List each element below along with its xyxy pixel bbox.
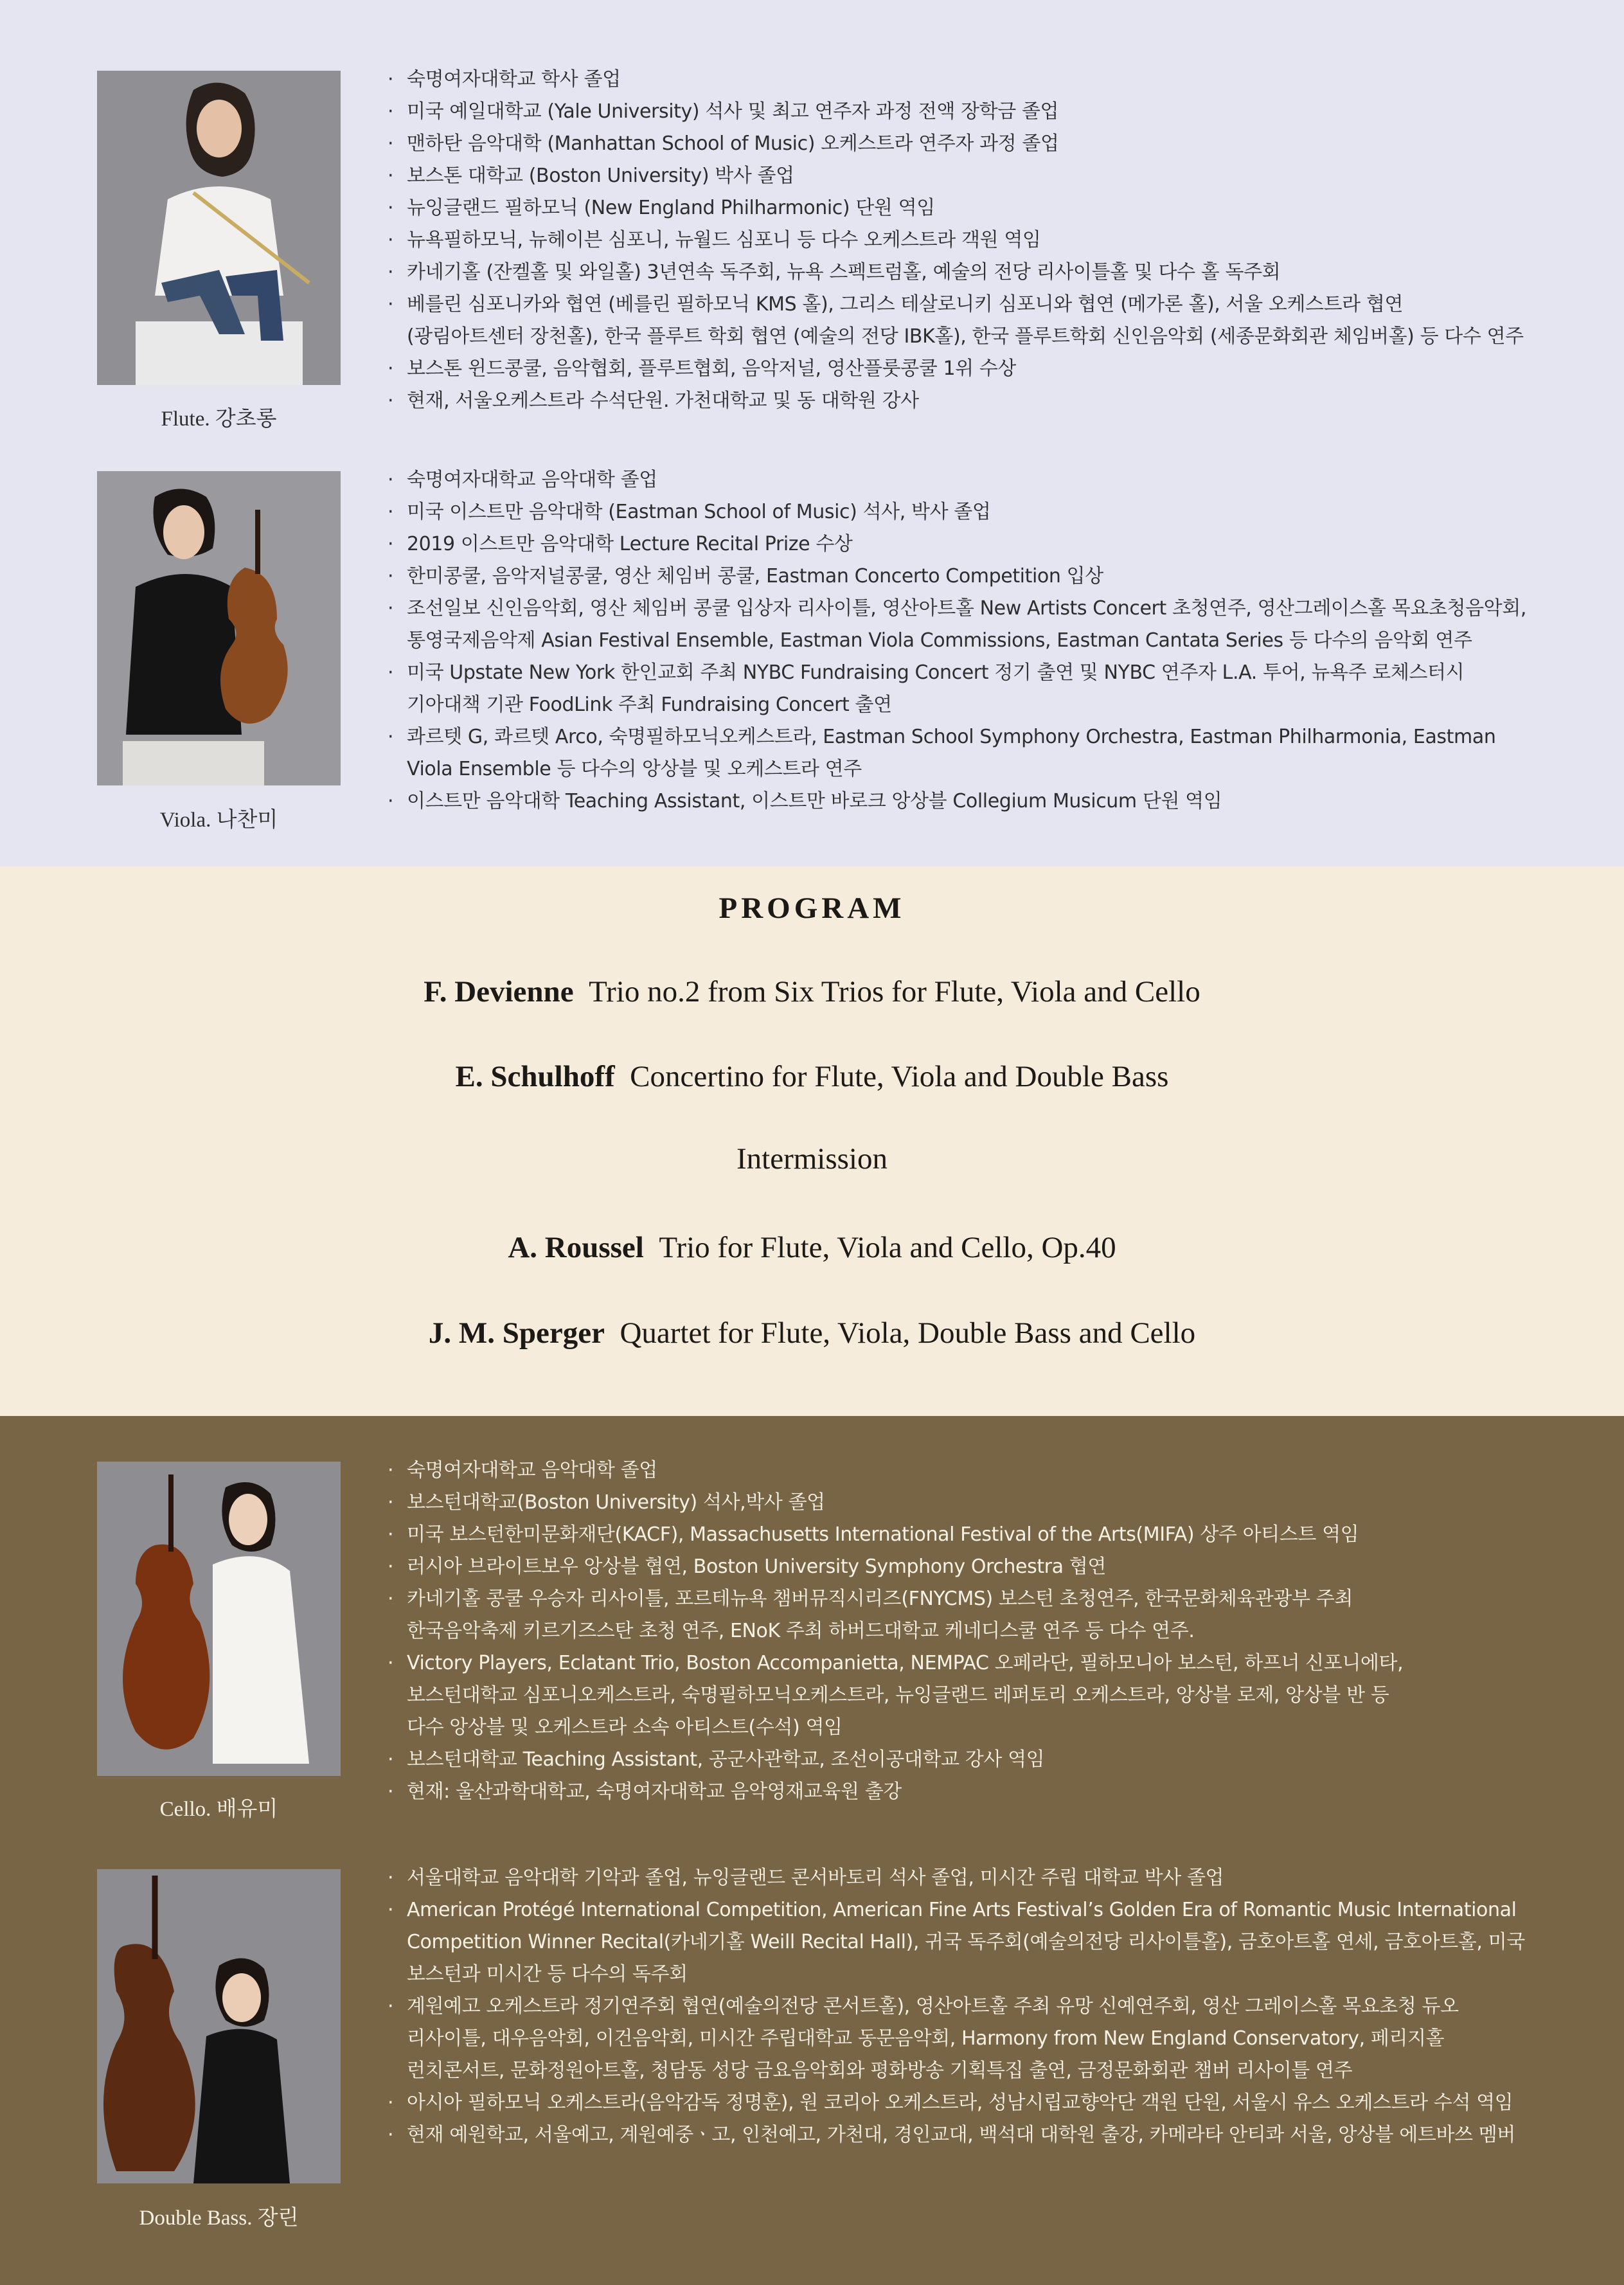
double-bass-bio-list [388, 1862, 1596, 2151]
bio-line: 숙명여자대학교 학사 졸업 [407, 68, 621, 91]
bio-item [388, 1744, 1596, 1776]
bullet-icon: · [388, 2092, 394, 2114]
bio-item [388, 2087, 1596, 2119]
program-work: Concertino for Flute, Viola and Double Bass [630, 1060, 1169, 1093]
bio-line: 보스턴대학교 Teaching Assistant, 공군사관학교, 조선이공대학교 강사 역임 [407, 1748, 1045, 1771]
bio-line: 보스턴대학교 심포니오케스트라, 숙명필하모닉오케스트라, 뉴잉글랜드 레퍼토리 오케스트라, 앙상블 로제, 앙상블 반 등 [407, 1684, 1389, 1707]
bio-line: 통영국제음악제 Asian Festival Ensemble, Eastman Viola Commissions, Eastman Cantata Series 등 다수의 음악회 연주 [407, 629, 1472, 652]
bio-item [388, 1894, 1596, 1991]
bio-item [388, 785, 1596, 818]
bullet-icon: · [388, 197, 394, 219]
viola-player-portrait-icon [97, 471, 341, 785]
bio-item [388, 464, 1596, 496]
bullet-icon: · [388, 229, 394, 251]
program-item [0, 1059, 1624, 1094]
double-bass-caption: Double Bass. 장린 [139, 2207, 299, 2230]
bullet-icon: · [388, 661, 394, 684]
bio-line: 숙명여자대학교 음악대학 졸업 [407, 469, 657, 491]
bio-line: Viola Ensemble 등 다수의 앙상블 및 오케스트라 연주 [407, 758, 862, 780]
bio-line: 뉴잉글랜드 필하모닉 (New England Philharmonic) 단원 역임 [407, 197, 935, 219]
performers-bottom-section [0, 1416, 1624, 2285]
bio-line: 한국음악축제 키르기즈스탄 초청 연주, ENoK 주최 하버드대학교 케네디스쿨 연주 등 다수 연주. [407, 1620, 1195, 1642]
bio-line: 미국 보스턴한미문화재단(KACF), Massachusetts International Festival of the Arts(MIFA) 상주 아티스트 역임 [407, 1523, 1359, 1546]
bio-item [388, 721, 1596, 785]
bio-line: 한미콩쿨, 음악저널콩쿨, 영산 체임버 콩쿨, Eastman Concerto Competition 입상 [407, 565, 1103, 587]
bullet-icon: · [388, 726, 394, 748]
flute-player-photo [97, 71, 341, 385]
bullet-icon: · [388, 2124, 394, 2146]
cello-player-portrait-icon [97, 1462, 341, 1776]
cello-player-photo [97, 1462, 341, 1776]
bio-line: 보스턴과 미시간 등 다수의 독주회 [407, 1963, 688, 1985]
bio-item [388, 2119, 1596, 2151]
bio-item [388, 192, 1596, 224]
bio-item [388, 1551, 1596, 1583]
bio-line: American Protégé International Competition, American Fine Arts Festival’s Golden Era of Romantic Music International [407, 1899, 1517, 1921]
bullet-icon: · [388, 1899, 394, 1921]
bio-line: 다수 앙상블 및 오케스트라 소속 아티스트(수석) 역임 [407, 1716, 843, 1739]
bullet-icon: · [388, 1555, 394, 1578]
bio-item [388, 528, 1596, 560]
bio-item [388, 1991, 1596, 2087]
bio-item [388, 1583, 1596, 1647]
program-composer: A. Roussel [508, 1231, 644, 1264]
bio-line: 미국 예일대학교 (Yale University) 석사 및 최고 연주자 과정 전액 장학금 졸업 [407, 100, 1059, 123]
bio-line: 카네기홀 콩쿨 우승자 리사이틀, 포르테뉴욕 챔버뮤직시리즈(FNYCMS) 보스턴 초청연주, 한국문화체육관광부 주최 [407, 1588, 1353, 1610]
bio-line: 기아대책 기관 FoodLink 주최 Fundraising Concert 출연 [407, 694, 892, 716]
bio-item [388, 128, 1596, 160]
double-bass-player-photo [97, 1869, 341, 2183]
bullet-icon: · [388, 1491, 394, 1514]
bullet-icon: · [388, 790, 394, 812]
bio-line: 베를린 심포니카와 협연 (베를린 필하모닉 KMS 홀), 그리스 테살로니키 심포니와 협연 (메가론 홀), 서울 오케스트라 협연 [407, 293, 1404, 316]
bio-line: 서울대학교 음악대학 기악과 졸업, 뉴잉글랜드 콘서바토리 석사 졸업, 미시간 주립 대학교 박사 졸업 [407, 1867, 1224, 1889]
bio-line: (광림아트센터 장천홀), 한국 플루트 학회 협연 (예술의 전당 IBK홀), 한국 플루트학회 신인음악회 (세종문화회관 체임버홀) 등 다수 연주 [407, 325, 1524, 348]
bio-line: 계원예고 오케스트라 정기연주회 협연(예술의전당 콘서트홀), 영산아트홀 주최 유망 신예연주회, 영산 그레이스홀 목요초청 듀오 [407, 1995, 1459, 2018]
cello-bio-list [388, 1455, 1596, 1808]
bio-line: 보스톤 대학교 (Boston University) 박사 졸업 [407, 165, 794, 187]
program-composer: J. M. Sperger [428, 1316, 605, 1350]
program-title: PROGRAM [718, 892, 906, 925]
bio-line: 뉴욕필하모닉, 뉴헤이븐 심포니, 뉴월드 심포니 등 다수 오케스트라 객원 역임 [407, 229, 1041, 251]
bullet-icon: · [388, 597, 394, 620]
bio-line: 2019 이스트만 음악대학 Lecture Recital Prize 수상 [407, 533, 853, 555]
bio-item [388, 1455, 1596, 1487]
bio-line: 맨하탄 음악대학 (Manhattan School of Music) 오케스트라 연주자 과정 졸업 [407, 132, 1059, 155]
program-work: Quartet for Flute, Viola, Double Bass and Cello [620, 1316, 1196, 1350]
bio-line: 런치콘서트, 문화정원아트홀, 청담동 성당 금요음악회와 평화방송 기획특집 출연, 금정문화회관 챔버 리사이틀 연주 [407, 2059, 1353, 2082]
cello-caption: Cello. 배유미 [159, 1798, 278, 1821]
bio-line: 조선일보 신인음악회, 영산 체임버 콩쿨 입상자 리사이틀, 영산아트홀 New Artists Concert 초청연주, 영산그레이스홀 목요초청음악회, [407, 597, 1526, 620]
bullet-icon: · [388, 165, 394, 187]
program-composer: F. Devienne [424, 975, 574, 1008]
bio-item [388, 353, 1596, 385]
bio-item [388, 1776, 1596, 1808]
bio-line: 보스톤 윈드콩쿨, 음악협회, 플루트협회, 음악저널, 영산플룻콩쿨 1위 수상 [407, 357, 1017, 380]
bio-item [388, 560, 1596, 593]
program-work: Trio no.2 from Six Trios for Flute, Viola and Cello [589, 975, 1200, 1008]
bullet-icon: · [388, 533, 394, 555]
bio-item [388, 593, 1596, 657]
program-work: Trio for Flute, Viola and Cello, Op.40 [659, 1231, 1116, 1264]
bullet-icon: · [388, 261, 394, 283]
bullet-icon: · [388, 1459, 394, 1482]
bullet-icon: · [388, 68, 394, 91]
bullet-icon: · [388, 357, 394, 380]
program-intermission: Intermission [736, 1142, 888, 1176]
performers-top-section [0, 0, 1624, 866]
bio-item [388, 1519, 1596, 1551]
bio-line: 미국 Upstate New York 한인교회 주최 NYBC Fundraising Concert 정기 출연 및 NYBC 연주자 L.A. 투어, 뉴욕주 로체스터시 [407, 661, 1465, 684]
bio-item [388, 96, 1596, 128]
bio-line: Competition Winner Recital(카네기홀 Weill Recital Hall), 귀국 독주회(예술의전당 리사이틀홀), 금호아트홀 연세, 금호아트홀, 미국 [407, 1931, 1525, 1953]
bio-line: 리사이틀, 대우음악회, 이건음악회, 미시간 주립대학교 동문음악회, Harmony from New England Conservatory, 페리지홀 [407, 2027, 1445, 2050]
viola-caption: Viola. 나찬미 [159, 809, 278, 832]
bio-item [388, 1487, 1596, 1519]
bio-line: 현재, 서울오케스트라 수석단원. 가천대학교 및 동 대학원 강사 [407, 390, 919, 412]
bullet-icon: · [388, 469, 394, 491]
bio-line: 콰르텟 G, 콰르텟 Arco, 숙명필하모닉오케스트라, Eastman School Symphony Orchestra, Eastman Philharmonia, Eastman [407, 726, 1496, 748]
viola-bio-list [388, 464, 1596, 818]
bio-item [388, 1862, 1596, 1894]
bio-item [388, 256, 1596, 289]
program-item [0, 1316, 1624, 1350]
bullet-icon: · [388, 565, 394, 587]
bio-line: 아시아 필하모닉 오케스트라(음악감독 정명훈), 원 코리아 오케스트라, 성남시립교향악단 객원 단원, 서울시 유스 오케스트라 수석 역임 [407, 2092, 1513, 2114]
bio-item [388, 657, 1596, 721]
bio-line: 숙명여자대학교 음악대학 졸업 [407, 1459, 657, 1482]
bullet-icon: · [388, 1523, 394, 1546]
program-item [0, 1230, 1624, 1265]
bio-line: 미국 이스트만 음악대학 (Eastman School of Music) 석사, 박사 졸업 [407, 501, 991, 523]
bio-item [388, 289, 1596, 353]
bullet-icon: · [388, 1780, 394, 1803]
flute-player-portrait-icon [97, 71, 341, 385]
bio-item [388, 496, 1596, 528]
bullet-icon: · [388, 1588, 394, 1610]
bio-line: 러시아 브라이트보우 앙상블 협연, Boston University Symphony Orchestra 협연 [407, 1555, 1106, 1578]
bio-item [388, 224, 1596, 256]
program-section [0, 866, 1624, 1416]
bio-item [388, 385, 1596, 417]
flute-caption: Flute. 강초롱 [161, 408, 277, 431]
bio-item [388, 1647, 1596, 1744]
bio-line: 이스트만 음악대학 Teaching Assistant, 이스트만 바로크 앙상블 Collegium Musicum 단원 역임 [407, 790, 1222, 812]
bio-line: 카네기홀 (잔켈홀 및 와일홀) 3년연속 독주회, 뉴욕 스펙트럼홀, 예술의 전당 리사이틀홀 및 다수 홀 독주회 [407, 261, 1281, 283]
bullet-icon: · [388, 501, 394, 523]
bullet-icon: · [388, 1652, 394, 1674]
bio-line: 현재: 울산과학대학교, 숙명여자대학교 음악영재교육원 출강 [407, 1780, 902, 1803]
bio-line: 보스턴대학교(Boston University) 석사,박사 졸업 [407, 1491, 825, 1514]
viola-player-photo [97, 471, 341, 785]
bullet-icon: · [388, 1867, 394, 1889]
double-bass-player-portrait-icon [97, 1869, 341, 2183]
bullet-icon: · [388, 293, 394, 316]
program-item [0, 974, 1624, 1009]
bio-line: 현재 예원학교, 서울예고, 계원예중ㆍ고, 인천예고, 가천대, 경인교대, 백석대 대학원 출강, 카메라타 안티콰 서울, 앙상블 에트바쓰 멤버 [407, 2124, 1515, 2146]
bullet-icon: · [388, 390, 394, 412]
program-composer: E. Schulhoff [455, 1060, 615, 1093]
bio-item [388, 160, 1596, 192]
flute-bio-list [388, 64, 1596, 417]
bullet-icon: · [388, 132, 394, 155]
bio-item [388, 64, 1596, 96]
bullet-icon: · [388, 1748, 394, 1771]
bullet-icon: · [388, 1995, 394, 2018]
bullet-icon: · [388, 100, 394, 123]
bio-line: Victory Players, Eclatant Trio, Boston Accompanietta, NEMPAC 오페라단, 필하모니아 보스턴, 하프너 신포니에타, [407, 1652, 1404, 1674]
